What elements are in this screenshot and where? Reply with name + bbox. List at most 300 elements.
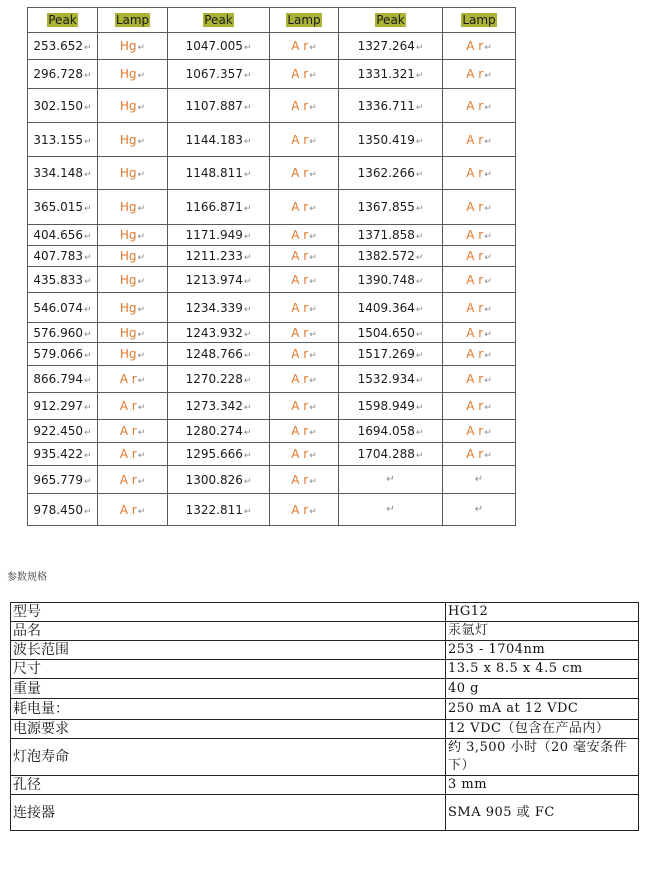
peak-cell xyxy=(28,494,98,526)
lamp-label: A r xyxy=(291,272,309,287)
lamp-label: Hg xyxy=(119,98,137,113)
peak-value: 1280.274 xyxy=(185,424,243,438)
lamp-cell xyxy=(443,420,516,443)
peak-value: 1270.228 xyxy=(185,372,243,386)
peak-value: 1243.932 xyxy=(185,325,243,340)
cell-mark: ↵ xyxy=(309,170,317,180)
lamp-label: A r xyxy=(291,98,309,113)
peak-cell xyxy=(168,343,270,366)
lamp-cell xyxy=(98,420,168,443)
lamp-cell xyxy=(98,267,168,293)
peak-cell xyxy=(339,420,443,443)
cell-mark: ↵ xyxy=(309,136,317,147)
lamp-cell xyxy=(270,123,339,157)
lamp-cell xyxy=(270,366,339,393)
peak-value: 1517.269 xyxy=(357,347,415,361)
peak-cell xyxy=(168,89,270,123)
cell-mark: ↵ xyxy=(309,204,317,214)
cell-mark: ↵ xyxy=(243,43,252,53)
cell-mark: ↵ xyxy=(84,329,92,340)
lamp-cell xyxy=(443,323,516,343)
cell-mark: ↵ xyxy=(84,204,92,214)
spec-table-body xyxy=(11,603,639,831)
spec-row xyxy=(11,699,639,720)
spec-value: 253 - 1704nm xyxy=(446,641,639,660)
cell-mark: ↵ xyxy=(137,253,146,263)
lamp-label: Hg xyxy=(119,132,137,147)
cell-mark: ↵ xyxy=(84,428,92,438)
peak-table-body xyxy=(28,33,516,526)
spec-key: 波长范围 xyxy=(11,641,446,660)
cell-mark: ↵ xyxy=(309,451,317,461)
lamp-cell xyxy=(270,33,339,60)
lamp-cell xyxy=(270,393,339,420)
lamp-label: A r xyxy=(466,132,484,147)
cell-mark: ↵ xyxy=(309,102,317,113)
cell-mark: ↵ xyxy=(137,451,146,461)
cell-mark: ↵ xyxy=(243,403,252,413)
lamp-label: A r xyxy=(119,372,137,386)
lamp-label: A r xyxy=(291,325,309,340)
cell-mark: ↵ xyxy=(484,43,492,53)
lamp-label: A r xyxy=(466,166,484,180)
peak-cell xyxy=(168,123,270,157)
lamp-cell xyxy=(98,494,168,526)
peak-table-row xyxy=(28,225,516,246)
spec-value: 250 mA at 12 VDC xyxy=(446,699,639,720)
lamp-label: Hg xyxy=(119,249,137,263)
peak-cell xyxy=(339,89,443,123)
lamp-cell xyxy=(270,157,339,190)
peak-value: 1322.811 xyxy=(185,502,243,517)
peak-cell xyxy=(339,123,443,157)
peak-cell xyxy=(168,225,270,246)
lamp-cell xyxy=(443,366,516,393)
peak-value: 1390.748 xyxy=(357,272,415,287)
cell-mark: ↵ xyxy=(415,136,424,147)
lamp-cell xyxy=(443,190,516,225)
peak-cell xyxy=(28,123,98,157)
spec-row xyxy=(11,720,639,739)
peak-value: 1371.858 xyxy=(357,228,415,242)
cell-mark: ↵ xyxy=(137,304,146,315)
spec-value: 13.5 x 8.5 x 4.5 cm xyxy=(446,660,639,679)
spec-value: 12 VDC（包含在产品内） xyxy=(446,720,639,739)
cell-mark: ↵ xyxy=(309,351,317,361)
lamp-label: A r xyxy=(466,67,484,81)
peak-value: 1107.887 xyxy=(185,98,243,113)
peak-cell xyxy=(339,267,443,293)
peak-cell xyxy=(168,33,270,60)
peak-value: 1144.183 xyxy=(185,132,243,147)
peak-table-row xyxy=(28,323,516,343)
cell-mark: ↵ xyxy=(484,376,492,386)
spec-key: 耗电量： xyxy=(11,699,446,720)
peak-table-row xyxy=(28,494,516,526)
cell-mark: ↵ xyxy=(243,329,252,340)
cell-mark: ↵ xyxy=(137,232,146,242)
lamp-cell xyxy=(443,393,516,420)
peak-value: 1409.364 xyxy=(357,300,415,315)
lamp-cell xyxy=(270,323,339,343)
peak-value: 1248.766 xyxy=(185,347,243,361)
spec-key: 品名 xyxy=(11,622,446,641)
lamp-cell xyxy=(270,343,339,366)
cell-mark: ↵ xyxy=(415,276,424,287)
peak-table-row xyxy=(28,157,516,190)
peak-cell xyxy=(339,366,443,393)
lamp-cell xyxy=(98,60,168,89)
empty-cell xyxy=(443,466,516,494)
peak-cell xyxy=(28,89,98,123)
peak-cell xyxy=(168,494,270,526)
cell-mark: ↵ xyxy=(415,451,424,461)
lamp-cell xyxy=(270,89,339,123)
cell-mark: ↵ xyxy=(243,102,252,113)
cell-mark: ↵ xyxy=(484,428,492,438)
lamp-label: Hg xyxy=(119,325,137,340)
cell-mark: ↵ xyxy=(484,102,492,113)
cell-mark: ↵ xyxy=(243,170,252,180)
lamp-label: A r xyxy=(291,399,309,413)
peak-value: 1367.855 xyxy=(357,200,415,214)
peak-value: 404.656 xyxy=(33,228,84,242)
lamp-cell xyxy=(443,443,516,466)
peak-value: 1166.871 xyxy=(185,200,243,214)
peak-cell xyxy=(168,60,270,89)
cell-mark: ↵ xyxy=(484,170,492,180)
peak-value: 1382.572 xyxy=(357,249,415,263)
cell-mark: ↵ xyxy=(415,351,424,361)
lamp-label: Hg xyxy=(119,300,137,315)
peak-value: 1300.826 xyxy=(185,472,243,487)
peak-cell xyxy=(168,246,270,267)
cell-mark: ↵ xyxy=(484,253,492,263)
lamp-label: A r xyxy=(291,502,309,517)
lamp-label: A r xyxy=(119,399,137,413)
peak-cell xyxy=(339,157,443,190)
cell-mark: ↵ xyxy=(484,451,492,461)
peak-value: 1295.666 xyxy=(185,447,243,461)
peak-table-row xyxy=(28,420,516,443)
cell-mark: ↵ xyxy=(137,102,146,113)
peak-cell xyxy=(28,466,98,494)
empty-cell xyxy=(339,494,443,526)
lamp-label: A r xyxy=(291,228,309,242)
lamp-label: A r xyxy=(466,399,484,413)
peak-table-row xyxy=(28,60,516,89)
peak-cell xyxy=(339,225,443,246)
lamp-cell xyxy=(98,246,168,267)
cell-mark: ↵ xyxy=(309,276,317,287)
lamp-cell xyxy=(443,225,516,246)
peak-table-row xyxy=(28,293,516,323)
peak-cell xyxy=(339,323,443,343)
cell-mark: ↵ xyxy=(137,403,146,413)
peak-value: 334.148 xyxy=(33,166,84,180)
lamp-label: A r xyxy=(466,98,484,113)
peak-cell xyxy=(28,420,98,443)
peak-cell xyxy=(168,190,270,225)
cell-mark: ↵ xyxy=(137,276,146,287)
spec-row xyxy=(11,739,639,776)
cell-mark: ↵ xyxy=(243,451,252,461)
peak-value: 1213.974 xyxy=(185,272,243,287)
cell-mark: ↵ xyxy=(309,71,317,81)
lamp-cell xyxy=(98,190,168,225)
lamp-cell xyxy=(270,246,339,267)
empty-cell xyxy=(443,494,516,526)
cell-mark: ↵ xyxy=(84,304,92,315)
lamp-cell xyxy=(270,190,339,225)
lamp-label: A r xyxy=(291,347,309,361)
peak-value: 576.960 xyxy=(33,325,84,340)
lamp-label: A r xyxy=(466,447,484,461)
peak-value: 912.297 xyxy=(33,399,84,413)
spec-key: 连接器 xyxy=(11,795,446,831)
spec-row xyxy=(11,622,639,641)
lamp-label: Hg xyxy=(119,166,137,180)
peak-value: 1148.811 xyxy=(185,166,243,180)
peak-cell xyxy=(28,267,98,293)
peak-value: 253.652 xyxy=(33,39,84,53)
cell-mark: ↵ xyxy=(474,504,484,515)
lamp-label: A r xyxy=(291,67,309,81)
spec-key: 孔径 xyxy=(11,776,446,795)
peak-value: 1504.650 xyxy=(357,325,415,340)
cell-mark: ↵ xyxy=(243,253,252,263)
cell-mark: ↵ xyxy=(137,506,146,517)
spec-key: 重量 xyxy=(11,679,446,699)
peak-cell xyxy=(339,190,443,225)
spec-value: SMA 905 或 FC xyxy=(446,795,639,831)
lamp-cell xyxy=(98,366,168,393)
cell-mark: ↵ xyxy=(84,476,92,487)
lamp-cell xyxy=(270,267,339,293)
cell-mark: ↵ xyxy=(484,232,492,242)
peak-value: 1327.264 xyxy=(357,39,415,53)
spec-value: 40 g xyxy=(446,679,639,699)
cell-mark: ↵ xyxy=(84,351,92,361)
peak-value: 965.779 xyxy=(33,472,84,487)
lamp-cell xyxy=(98,225,168,246)
cell-mark: ↵ xyxy=(386,474,395,485)
cell-mark: ↵ xyxy=(243,304,252,315)
cell-mark: ↵ xyxy=(84,71,92,81)
cell-mark: ↵ xyxy=(243,276,252,287)
lamp-label: A r xyxy=(291,472,309,487)
lamp-label: A r xyxy=(466,228,484,242)
lamp-cell xyxy=(443,123,516,157)
cell-mark: ↵ xyxy=(484,351,492,361)
lamp-label: A r xyxy=(291,372,309,386)
cell-mark: ↵ xyxy=(84,170,92,180)
lamp-cell xyxy=(270,466,339,494)
peak-value: 935.422 xyxy=(33,447,84,461)
peak-table-row xyxy=(28,466,516,494)
cell-mark: ↵ xyxy=(386,504,395,515)
lamp-label: A r xyxy=(119,472,137,487)
peak-cell xyxy=(168,443,270,466)
cell-mark: ↵ xyxy=(84,451,92,461)
peak-table-row xyxy=(28,89,516,123)
header-lamp-3: Lamp xyxy=(443,8,516,33)
lamp-label: A r xyxy=(466,200,484,214)
cell-mark: ↵ xyxy=(243,351,252,361)
cell-mark: ↵ xyxy=(84,43,92,53)
cell-mark: ↵ xyxy=(309,304,317,315)
peak-table-header-row xyxy=(28,8,516,33)
cell-mark: ↵ xyxy=(243,232,252,242)
peak-value: 1532.934 xyxy=(357,372,415,386)
peak-cell xyxy=(168,420,270,443)
peak-table-row xyxy=(28,33,516,60)
lamp-label: Hg xyxy=(119,228,137,242)
peak-value: 1047.005 xyxy=(185,39,243,53)
cell-mark: ↵ xyxy=(309,476,317,487)
peak-value: 365.015 xyxy=(33,200,84,214)
cell-mark: ↵ xyxy=(484,71,492,81)
cell-mark: ↵ xyxy=(309,376,317,386)
lamp-cell xyxy=(98,443,168,466)
peak-cell xyxy=(168,293,270,323)
spec-value: 3 mm xyxy=(446,776,639,795)
lamp-cell xyxy=(98,123,168,157)
peak-cell xyxy=(28,33,98,60)
peak-value: 546.074 xyxy=(33,300,84,315)
peak-cell xyxy=(339,293,443,323)
lamp-label: A r xyxy=(119,424,137,438)
cell-mark: ↵ xyxy=(137,43,146,53)
lamp-cell xyxy=(270,60,339,89)
cell-mark: ↵ xyxy=(137,136,146,147)
peak-cell xyxy=(28,225,98,246)
lamp-cell xyxy=(270,494,339,526)
lamp-cell xyxy=(443,89,516,123)
cell-mark: ↵ xyxy=(137,351,146,361)
cell-mark: ↵ xyxy=(137,476,146,487)
header-peak-1: Peak xyxy=(28,8,98,33)
header-peak-3: Peak xyxy=(339,8,443,33)
peak-value: 1211.233 xyxy=(185,249,243,263)
cell-mark: ↵ xyxy=(484,136,492,147)
lamp-label: A r xyxy=(466,347,484,361)
lamp-label: A r xyxy=(119,447,137,461)
header-lamp-1: Lamp xyxy=(98,8,168,33)
peak-table-row xyxy=(28,246,516,267)
cell-mark: ↵ xyxy=(415,204,424,214)
lamp-cell xyxy=(98,157,168,190)
cell-mark: ↵ xyxy=(243,506,252,517)
peak-value: 978.450 xyxy=(33,502,84,517)
spec-row xyxy=(11,776,639,795)
cell-mark: ↵ xyxy=(415,71,424,81)
spec-key: 灯泡寿命 xyxy=(11,739,446,776)
peak-value: 1234.339 xyxy=(185,300,243,315)
cell-mark: ↵ xyxy=(243,428,252,438)
cell-mark: ↵ xyxy=(415,170,424,180)
peak-cell xyxy=(28,60,98,89)
peak-value: 435.833 xyxy=(33,272,84,287)
cell-mark: ↵ xyxy=(415,329,424,340)
spec-value: HG12 xyxy=(446,603,639,622)
lamp-label: A r xyxy=(291,424,309,438)
lamp-cell xyxy=(98,293,168,323)
cell-mark: ↵ xyxy=(309,253,317,263)
peak-value: 1362.266 xyxy=(357,166,415,180)
cell-mark: ↵ xyxy=(484,403,492,413)
spec-key: 电源要求 xyxy=(11,720,446,739)
spec-row xyxy=(11,660,639,679)
peak-value: 302.150 xyxy=(33,98,84,113)
cell-mark: ↵ xyxy=(415,43,424,53)
cell-mark: ↵ xyxy=(84,276,92,287)
lamp-cell xyxy=(98,89,168,123)
peak-value: 313.155 xyxy=(33,132,84,147)
peak-table-row xyxy=(28,343,516,366)
cell-mark: ↵ xyxy=(84,232,92,242)
peak-value: 1336.711 xyxy=(357,98,415,113)
cell-mark: ↵ xyxy=(484,329,492,340)
header-peak-2: Peak xyxy=(168,8,270,33)
peak-cell xyxy=(28,190,98,225)
peak-cell xyxy=(168,323,270,343)
cell-mark: ↵ xyxy=(415,428,424,438)
peak-cell xyxy=(28,293,98,323)
lamp-label: A r xyxy=(291,200,309,214)
cell-mark: ↵ xyxy=(137,170,146,180)
lamp-cell xyxy=(443,157,516,190)
peak-table-row xyxy=(28,366,516,393)
peak-value: 866.794 xyxy=(33,372,84,386)
lamp-label: A r xyxy=(466,300,484,315)
cell-mark: ↵ xyxy=(137,376,146,386)
lamp-label: Hg xyxy=(119,347,137,361)
peak-value: 1694.058 xyxy=(357,424,415,438)
peak-value: 579.066 xyxy=(33,347,84,361)
lamp-label: A r xyxy=(466,272,484,287)
cell-mark: ↵ xyxy=(415,403,424,413)
spec-caption: 参数规格 xyxy=(7,572,47,583)
cell-mark: ↵ xyxy=(84,403,92,413)
cell-mark: ↵ xyxy=(309,43,317,53)
peak-value: 296.728 xyxy=(33,67,84,81)
peak-value: 1171.949 xyxy=(185,228,243,242)
peak-cell xyxy=(28,393,98,420)
lamp-label: A r xyxy=(291,300,309,315)
cell-mark: ↵ xyxy=(243,376,252,386)
peak-cell xyxy=(168,393,270,420)
spec-row xyxy=(11,603,639,622)
lamp-cell xyxy=(443,246,516,267)
header-lamp-2: Lamp xyxy=(270,8,339,33)
lamp-label: Hg xyxy=(119,67,137,81)
peak-table-row xyxy=(28,443,516,466)
peak-cell xyxy=(339,393,443,420)
lamp-label: A r xyxy=(291,166,309,180)
peak-cell xyxy=(28,366,98,393)
cell-mark: ↵ xyxy=(474,474,484,485)
lamp-label: Hg xyxy=(119,39,137,53)
cell-mark: ↵ xyxy=(415,376,424,386)
lamp-cell xyxy=(270,225,339,246)
peak-cell xyxy=(168,157,270,190)
cell-mark: ↵ xyxy=(309,506,317,517)
peak-cell xyxy=(168,466,270,494)
cell-mark: ↵ xyxy=(243,204,252,214)
cell-mark: ↵ xyxy=(309,428,317,438)
cell-mark: ↵ xyxy=(309,403,317,413)
